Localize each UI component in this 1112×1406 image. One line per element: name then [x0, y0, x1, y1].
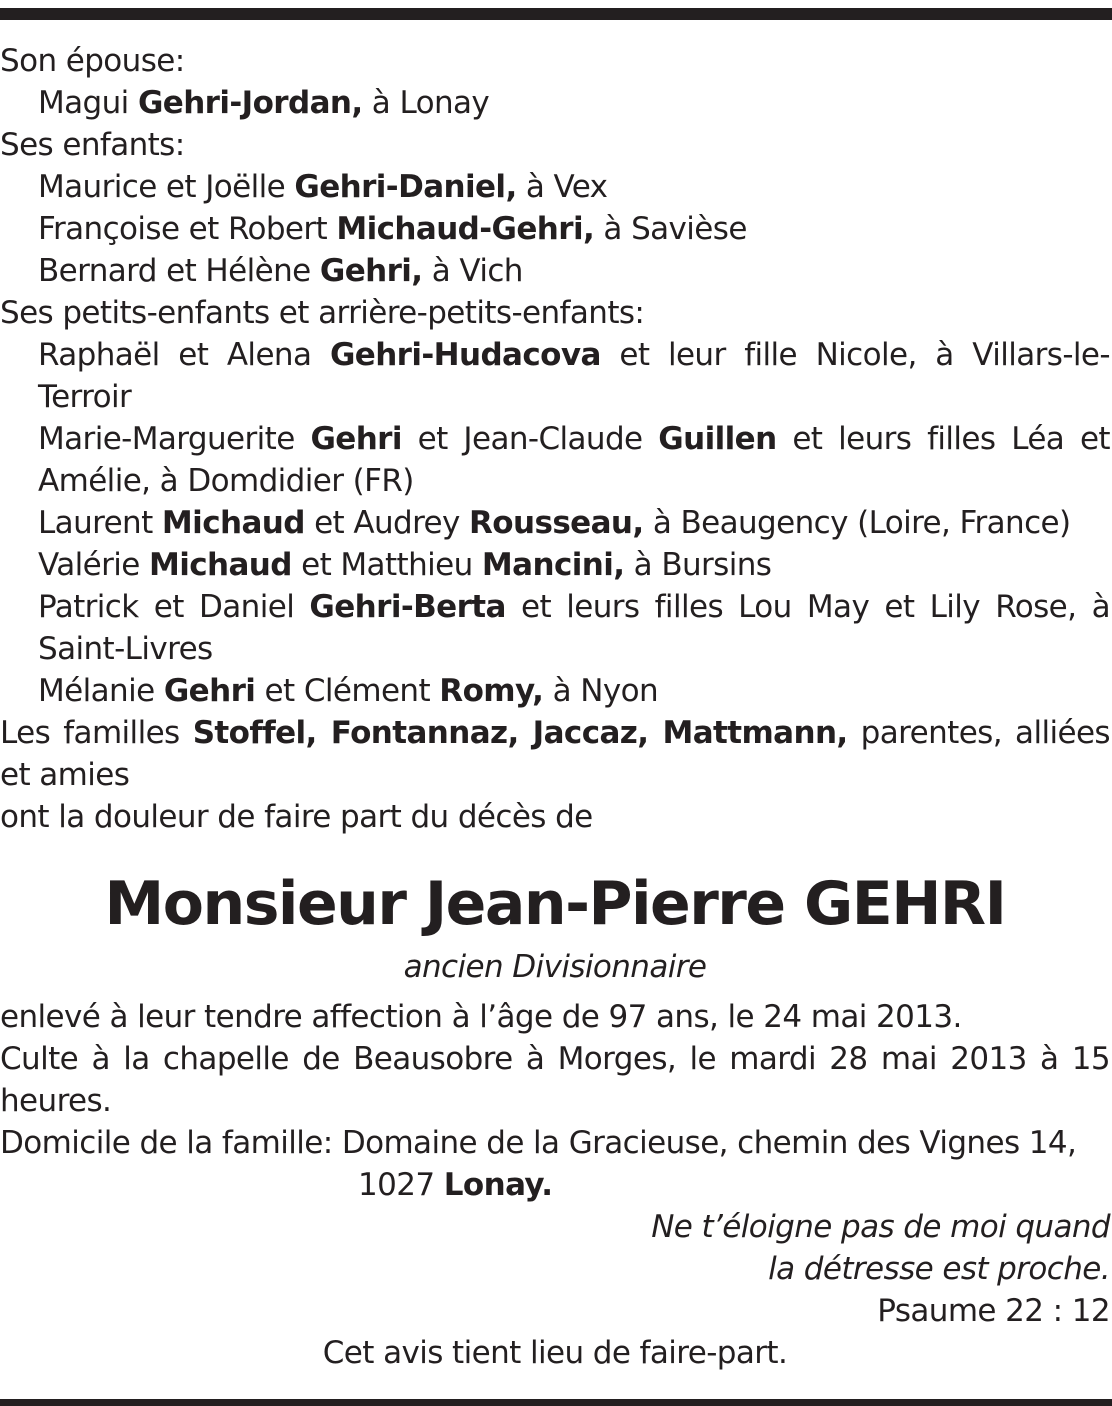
obituary-body	[0, 40, 1110, 1374]
grandchild-text: et Matthieu	[291, 547, 482, 583]
child-place: à Vex	[516, 169, 608, 205]
footer-note: Cet avis tient lieu de faire-part.	[322, 1335, 788, 1371]
grandchild-entry	[0, 586, 1110, 670]
domicile-postcode: 1027	[358, 1167, 444, 1203]
spouse-entry	[0, 82, 1110, 124]
bottom-rule	[0, 1399, 1112, 1406]
grandchild-entry	[0, 670, 1110, 712]
grandchild-text: Laurent	[38, 505, 162, 541]
grandchild-text: et Audrey	[304, 505, 470, 541]
child-pre: Françoise et Robert	[38, 211, 337, 247]
grandchild-name: Michaud	[148, 547, 292, 583]
grandchild-text: à Bursins	[624, 547, 772, 583]
verse-line-2: la détresse est proche.	[768, 1251, 1110, 1287]
grandchild-name: Mancini,	[481, 547, 625, 583]
grandchild-name: Gehri	[310, 421, 402, 457]
child-entry	[0, 208, 1110, 250]
child-name: Gehri,	[319, 253, 423, 289]
grandchild-text: et leurs filles Léa et Amélie, à Domdidier (FR)	[38, 421, 1110, 499]
grandchildren-heading: Ses petits-enfants et arrière-petits-enfants:	[0, 295, 645, 331]
grandchild-entry	[0, 502, 1110, 544]
child-place: à Savièse	[594, 211, 747, 247]
grandchild-entry	[0, 544, 1110, 586]
domicile-city: Lonay.	[443, 1167, 553, 1203]
grandchild-name: Guillen	[658, 421, 777, 457]
domicile-line: Domicile de la famille: Domaine de la Gracieuse, chemin des Vignes 14,	[0, 1125, 1077, 1161]
grandchild-text: à Beaugency (Loire, France)	[643, 505, 1071, 541]
child-name: Michaud-Gehri,	[336, 211, 595, 247]
families-entry	[0, 712, 1110, 796]
domicile-address	[0, 1164, 1110, 1206]
spouse-pre: Magui	[38, 85, 138, 121]
families-names: Stoffel, Fontannaz, Jaccaz, Mattmann,	[192, 715, 848, 751]
children-heading: Ses enfants:	[0, 127, 185, 163]
grandchild-text: et Jean-Claude	[401, 421, 659, 457]
grandchild-name: Gehri	[163, 673, 256, 709]
deceased-title: ancien Divisionnaire	[403, 949, 707, 985]
announcement-line: ont la douleur de faire part du décès de	[0, 799, 593, 835]
spouse-place: à Lonay	[362, 85, 490, 121]
spouse-name: Gehri-Jordan,	[137, 85, 363, 121]
grandchild-text: et leur fille Nicole, à Villars-le-Terroir	[38, 337, 1110, 415]
spouse-heading: Son épouse:	[0, 43, 185, 79]
grandchild-text: et Clément	[255, 673, 440, 709]
death-line: enlevé à leur tendre affection à l’âge de 97 ans, le 24 mai 2013.	[0, 999, 962, 1035]
grandchild-text: Raphaël et Alena	[38, 337, 330, 373]
child-pre: Bernard et Hélène	[38, 253, 320, 289]
child-name: Gehri-Daniel,	[294, 169, 517, 205]
child-entry	[0, 166, 1110, 208]
verse-line-1: Ne t’éloigne pas de moi quand	[651, 1209, 1110, 1245]
families-pre: Les familles	[0, 715, 193, 751]
child-pre: Maurice et Joëlle	[38, 169, 295, 205]
grandchild-entry	[0, 418, 1110, 502]
top-rule	[0, 8, 1112, 20]
grandchild-name: Gehri-Hudacova	[329, 337, 601, 373]
deceased-name: Monsieur Jean-Pierre GEHRI	[104, 869, 1006, 939]
grandchild-name: Rousseau,	[469, 505, 644, 541]
grandchild-name: Michaud	[161, 505, 305, 541]
service-line: Culte à la chapelle de Beausobre à Morges, le mardi 28 mai 2013 à 15 heures.	[0, 1041, 1110, 1119]
grandchild-text: et leurs filles Lou May et Lily Rose, à Saint-Livres	[38, 589, 1110, 667]
grandchild-text: Patrick et Daniel	[38, 589, 310, 625]
grandchild-name: Romy,	[439, 673, 544, 709]
grandchild-text: Mélanie	[38, 673, 164, 709]
grandchild-text: Valérie	[38, 547, 149, 583]
grandchild-entry	[0, 334, 1110, 418]
verse-reference: Psaume 22 : 12	[877, 1293, 1110, 1329]
grandchild-text: Marie-Marguerite	[38, 421, 311, 457]
child-entry	[0, 250, 1110, 292]
grandchild-text: à Nyon	[543, 673, 659, 709]
grandchild-name: Gehri-Berta	[309, 589, 506, 625]
child-place: à Vich	[422, 253, 523, 289]
families-post: parentes, alliées et amies	[0, 715, 1110, 793]
